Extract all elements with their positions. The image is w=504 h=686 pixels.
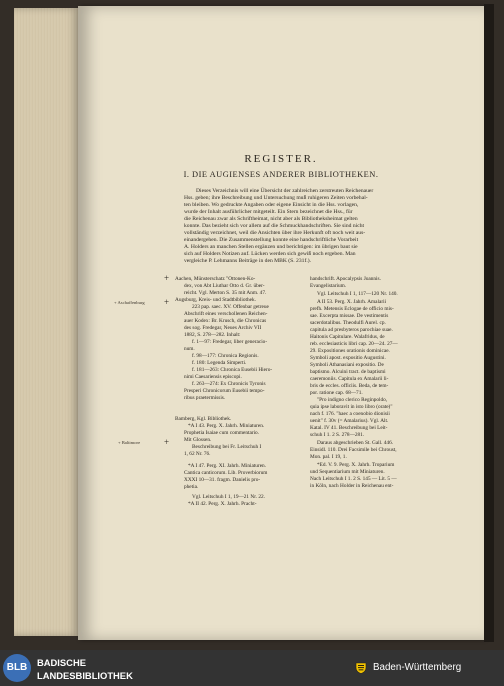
- entry-line: Nach Leitschuh I 1. 2 S. 145 — Lit. 5 —: [310, 476, 397, 482]
- entry-line: und Sequentiarium mit Miniaturen.: [310, 469, 385, 475]
- entry-line: phetia.: [184, 484, 199, 490]
- entry-line: Abschrift eines verschollenen Reichen-: [184, 311, 268, 317]
- intro-line: die Reichenau zwar als Schriftheimat, nicht aber als Bibliotheksheimat gelten: [184, 216, 358, 222]
- entry-line: sacerdotalibus. Theodulfi Aurel. cp.: [310, 320, 386, 326]
- entry-line: ribus praetermissis.: [184, 395, 226, 401]
- intro-line: einandergehen. Die Zusammenstellung konnte eine handschriftliche Vorarbeit: [184, 237, 359, 243]
- entry-line: quia ipse laboravit in isto libro (orate)": [310, 404, 393, 410]
- entry-line: 1882, S. 278—282. Inhalt:: [184, 332, 241, 338]
- entry-line: Katal. IV 41. Beschreibung bei Leit-: [310, 425, 388, 431]
- entry-line: Beschreibung bei Fr. Leitschuh I: [192, 444, 262, 450]
- entry-line: handschrift. Apocalypsis Joannis.: [310, 276, 381, 282]
- addition-mark: +: [164, 437, 170, 447]
- intro-line: vollständig verzeichnet, weil die Ansichten über ihre Herkunft oft noch weit aus-: [184, 230, 366, 236]
- intro-line: sich auf Holders Notizen auf. Lücken werden sich gewiß noch ergeben. Man: [184, 251, 356, 257]
- entry-line: Symboli Athanasiani expositio. De: [310, 362, 384, 368]
- intro-line: vergleiche P. Lehmanns Beiträge in den MBK (S. 231f.).: [184, 258, 311, 264]
- entry-line: Vgl. Leitschuh I 1, 19—21 Nr. 22.: [192, 494, 265, 500]
- entry-line: *A II 42. Perg. X. Jahrh. Pracht-: [188, 501, 257, 507]
- entry-line: Haitonis Capitulare. Walafridus, de: [310, 334, 385, 340]
- entry-line: auer Kodex: Br. Krusch, die Chronicas: [184, 318, 267, 324]
- entry-line: capitula ad presbyteros parochiae suae.: [310, 327, 393, 333]
- intro-line: A. Holders an manchen Stellen ergänzen und berichtigen: im übrigen baut sie: [184, 244, 358, 250]
- entry-line: sae. Excerpta missae. De vestimentis: [310, 313, 389, 319]
- entry-line: reicht. Vgl. Merton S. 35 mit Anm. 47.: [184, 290, 267, 296]
- library-name-line1: BADISCHE: [37, 657, 86, 668]
- entry-line: Aachen, Münsterschatz "Ottonen-Ko-: [175, 276, 256, 282]
- entry-line: Cantica canticorum. Lib. Proverbiorum: [184, 470, 268, 476]
- entry-line: A II 53. Perg. X. Jahrh. Amalarii: [317, 299, 387, 305]
- entry-line: prefh. Metensis Eclogae de officio mis-: [310, 306, 394, 312]
- entry-line: Mit Glossen.: [184, 437, 212, 443]
- footer-bar: [0, 650, 504, 686]
- three-lions-crest-icon: [355, 662, 367, 674]
- entry-line: f. 263—274: Ex Chronicis Tyronis: [192, 381, 266, 387]
- entry-line: f. 181—263: Chronica Eusebii Hiero-: [192, 367, 273, 373]
- entry-line: *A I 43. Perg. X. Jahrh. Miniaturen.: [188, 423, 265, 429]
- intro-line: ten bleiben. Wo gedruckte Angaben oder eigene Einsicht in die Hss. vorlagen,: [184, 202, 359, 208]
- entry-line: f. 1—97: Fredegar, liber generacio-: [192, 339, 268, 345]
- book-page: [78, 6, 484, 640]
- intro-line: Hss. geben; ihre Beschreibung und Untersuchung muß ruhigeren Zeiten vorbehal-: [184, 195, 368, 201]
- entry-line: Augsburg, Kreis- und Stadtbibliothek.: [175, 297, 256, 303]
- entry-line: in Köln, nach Holder in Reichenau ent-: [310, 483, 394, 489]
- entry-line: "Pro indigno clerico Reginpoldo,: [317, 397, 388, 403]
- entry-line: Presperi Chronicorum Eusebii tempo-: [184, 388, 265, 394]
- entry-line: XXXI 10—31. fragm. Danielis pro-: [184, 477, 261, 483]
- entry-line: Evangelistarium.: [310, 283, 347, 289]
- entry-line: 29. Expositiones orationis dominicae.: [310, 348, 390, 354]
- binding-shadow: [484, 4, 494, 642]
- entry-line: *Ed. V. 9. Perg. X. Jahrh. Troparium: [317, 462, 395, 468]
- entry-line: Einsidl. 110. Drei Facsimile bei Chroust,: [310, 447, 397, 453]
- entry-line: 1, 62 Nr. 76.: [184, 451, 211, 457]
- entry-line: baptismo. Alcuini tract. de baptismi: [310, 369, 386, 375]
- entry-line: caeremoniis. Capitula ex Amalarii li-: [310, 376, 389, 382]
- page-stack-edge: [14, 8, 80, 636]
- entry-line: Symboli apost. expositio Augustini.: [310, 355, 386, 361]
- entry-line: schuh I 1. 2 S. 278—281.: [310, 432, 365, 438]
- blb-logo[interactable]: BLB: [3, 654, 31, 682]
- entry-line: nimi Caesariensis episcopi.: [184, 374, 242, 380]
- intro-line: konnte. Das bezieht sich vor allem auf die Schmuckhandschriften. Sie sind nicht: [184, 223, 365, 229]
- margin-note-baltimore: + Baltimore: [118, 440, 141, 445]
- entry-line: 223 pap. saec. XV. Offenbar getreue: [192, 304, 269, 310]
- entry-line: f. 180: Legenda Simperti.: [192, 360, 247, 366]
- state-name: Baden-Württemberg: [373, 662, 462, 673]
- entry-line: uenit" f. 30v (= Amalarius). Vgl. Alt.: [310, 418, 389, 424]
- entry-line: *A I 47. Perg. XI. Jahrh. Miniaturen.: [188, 463, 267, 469]
- entry-line: Prophetia Isaiae cum commentario.: [184, 430, 260, 436]
- entry-line: reb. ecclesiasticis libri cap. 20—24. 27—: [310, 341, 398, 347]
- intro-line: Dieses Verzeichnis will eine Übersicht der zahlreichen zerstreuten Reichenauer: [196, 188, 374, 194]
- section-heading: I. DIE AUGIENSES ANDERER BIBLIOTHEKEN.: [183, 170, 379, 179]
- addition-mark: +: [164, 273, 170, 283]
- entry-line: dex, von Abt Liuthar Otto d. Gr. über-: [184, 283, 265, 289]
- page-heading: REGISTER.: [244, 153, 318, 165]
- entry-line: Bamberg, Kgl. Bibliothek.: [175, 416, 232, 422]
- entry-line: Vgl. Leitschuh I 1, 117—120 Nr. 140.: [317, 291, 398, 297]
- entry-line: f. 98—177: Chronica Regionis.: [192, 353, 259, 359]
- entry-line: num.: [184, 346, 195, 352]
- intro-line: wurde der Inhalt ausführlicher mitgeteilt. Ein Stern bezeichnet die Hss., für: [184, 209, 353, 215]
- entry-line: bris de eccles. officiis. Beda, de tem-: [310, 383, 389, 389]
- entry-line: Daraus abgeschrieben St. Gall. 446.: [317, 440, 394, 446]
- entry-line: por. ratione cap. 68—71.: [310, 390, 363, 396]
- library-name-line2: LANDESBIBLIOTHEK: [37, 670, 133, 681]
- margin-note-aschaffenburg: + Aschaffenburg: [114, 300, 145, 305]
- entry-line: des sog. Fredegar, Neues Archiv VII: [184, 325, 262, 331]
- addition-mark: +: [164, 297, 170, 307]
- entry-line: Mon. pal. I 19, 1.: [310, 454, 347, 460]
- entry-line: nach f. 176. "haec a coenobio dionisii: [310, 411, 390, 417]
